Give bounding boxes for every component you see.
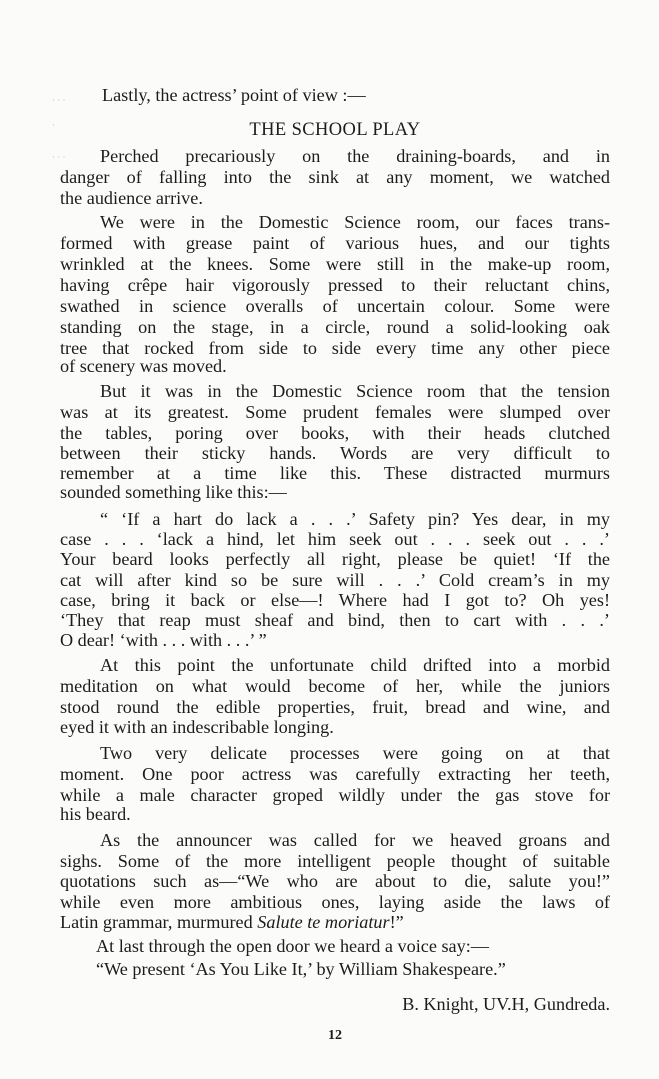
paragraph-2-line-6: standing on the stage, in a circle, round a solid-looking oak <box>60 317 610 337</box>
paragraph-4-line-3: Your beard looks perfectly all right, please be quiet! ‘If the <box>60 549 610 569</box>
paragraph-4-line-4: cat will after kind so be sure will . . .’ Cold cream’s in my <box>60 570 610 590</box>
paragraph-7-line-1: As the announcer was called for we heaved groans and <box>100 830 610 850</box>
paragraph-1-line-3: the audience arrive. <box>60 188 203 208</box>
latin-lead-in: Latin grammar, murmured <box>60 912 258 932</box>
paragraph-5-line-2: meditation on what would become of her, while the juniors <box>60 676 610 696</box>
paragraph-2-line-2: formed with grease paint of various hues, and our tights <box>60 233 610 253</box>
paragraph-2-line-8: of scenery was moved. <box>60 356 227 376</box>
paragraph-6-line-2: moment. One poor actress was carefully extracting her teeth, <box>60 764 610 784</box>
latin-close: !” <box>389 912 404 932</box>
scan-speck: · <box>52 120 55 130</box>
paragraph-6-line-3: while a male character groped wildly under the gas stove for <box>60 785 610 805</box>
paragraph-7-line-3: quotations such as—“We who are about to die, salute you!” <box>60 871 610 891</box>
article-title: THE SCHOOL PLAY <box>249 120 421 140</box>
page-number: 12 <box>328 1028 342 1043</box>
paragraph-5-line-4: eyed it with an indescribable longing. <box>60 717 334 737</box>
scan-speck: · · · <box>52 152 66 162</box>
paragraph-8-line-2: “We present ‘As You Like It,’ by William Shakespeare.” <box>96 959 506 979</box>
paragraph-3-line-4: between their sticky hands. Words are very difficult to <box>60 443 610 463</box>
paragraph-4-line-1: “ ‘If a hart do lack a . . .’ Safety pin? Yes dear, in my <box>100 509 610 529</box>
paragraph-4-line-5: case, bring it back or else—! Where had I got to? Oh yes! <box>60 590 610 610</box>
paragraph-5-line-1: At this point the unfortunate child drifted into a morbid <box>100 655 610 675</box>
paragraph-1-line-1: Perched precariously on the draining-boards, and in <box>100 146 610 166</box>
paragraph-7-line-4: while even more ambitious ones, laying aside the laws of <box>60 892 610 912</box>
scan-speck: · · · <box>52 95 66 105</box>
paragraph-3-line-2: was at its greatest. Some prudent females were slumped over <box>60 402 610 422</box>
paragraph-7-line-2: sighs. Some of the more intelligent people thought of suitable <box>60 851 610 871</box>
paragraph-4-line-2: case . . . ‘lack a hind, let him seek out . . . seek out . . .’ <box>60 529 610 549</box>
paragraph-3-line-3: the tables, poring over books, with their heads clutched <box>60 423 610 443</box>
paragraph-2-line-5: swathed in science overalls of uncertain colour. Some were <box>60 296 610 316</box>
latin-phrase: Salute te moriatur <box>257 912 390 932</box>
paragraph-2-line-1: We were in the Domestic Science room, our faces trans- <box>100 212 610 232</box>
paragraph-2-line-3: wrinkled at the knees. Some were still in the make-up room, <box>60 254 610 274</box>
author-signature: B. Knight, UV.H, Gundreda. <box>402 994 610 1014</box>
paragraph-4-line-6: ‘They that reap must sheaf and bind, then to cart with . . .’ <box>60 610 610 630</box>
paragraph-6-line-1: Two very delicate processes were going on at that <box>100 743 610 763</box>
paragraph-3-line-5: remember at a time like this. These distracted murmurs <box>60 463 610 483</box>
intro-line: Lastly, the actress’ point of view :— <box>102 85 366 105</box>
paragraph-6-line-4: his beard. <box>60 804 131 824</box>
paragraph-5-line-3: stood round the edible properties, fruit, bread and wine, and <box>60 697 610 717</box>
paragraph-3-line-6: sounded something like this:— <box>60 482 287 502</box>
paragraph-2-line-4: having crêpe hair vigorously pressed to their reluctant chins, <box>60 275 610 295</box>
paragraph-1-line-2: danger of falling into the sink at any moment, we watched <box>60 167 610 187</box>
paragraph-2-line-7: tree that rocked from side to side every time any other piece <box>60 338 610 358</box>
paragraph-8-line-1: At last through the open door we heard a voice say:— <box>96 936 489 956</box>
paragraph-3-line-1: But it was in the Domestic Science room that the tension <box>100 381 610 401</box>
paragraph-7-line-5 <box>60 912 610 932</box>
paragraph-4-line-7: O dear! ‘with . . . with . . .’ ” <box>60 630 267 650</box>
